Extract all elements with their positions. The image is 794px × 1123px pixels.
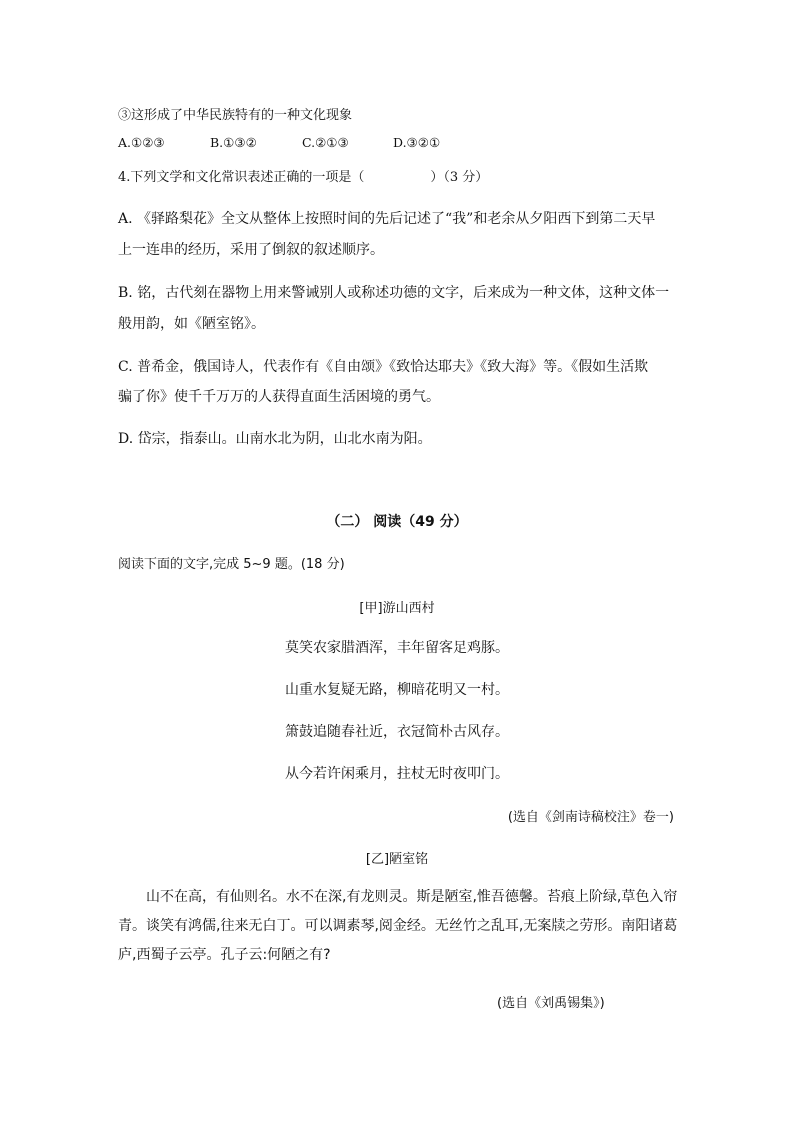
q4-option-a-line-1: A. 《驿路梨花》全文从整体上按照时间的先后记述了“我”和老余从夕阳西下到第二天早: [118, 211, 656, 227]
poem-source: (选自《剑南诗稿校注》卷一): [507, 810, 674, 825]
q4-option-c-line-1: C. 普希金，俄国诗人，代表作有《自由颂》《致恰达耶夫》《致大海》等。《假如生活欺: [118, 359, 649, 375]
essay-line-3: 庐,西蜀子云亭。孔子云:何陋之有?: [118, 947, 331, 963]
essay-source: (选自《刘禹锡集》): [497, 996, 605, 1011]
q4-option-a-line-2: 上一连串的经历，采用了倒叙的叙述顺序。: [118, 242, 384, 258]
essay-title: [乙]陋室铭: [365, 852, 429, 867]
poem-line: 从今若许闲乘月，拄杖无时夜叩门。: [285, 766, 509, 782]
poem-line: 箫鼓追随春社近，衣冠简朴古风存。: [285, 724, 509, 740]
q4-option-b-line-1: B. 铭，古代刻在器物上用来警诫别人或称述功德的文字，后来成为一种文体，这种文体一: [118, 285, 670, 301]
q4-option-c-line-2: 骗了你》使千千万万的人获得直面生活困境的勇气。: [118, 389, 440, 405]
poem-line: 山重水复疑无路，柳暗花明又一村。: [285, 682, 509, 698]
essay-line-2: 青。谈笑有鸿儒,往来无白丁。可以调素琴,阅金经。无丝竹之乱耳,无案牍之劳形。南阳诸葛: [118, 918, 678, 934]
section-heading: （二） 阅读（49 分）: [326, 514, 468, 530]
q4-option-b-line-2: 般用韵，如《陋室铭》。: [118, 316, 265, 332]
reading-instructions: 阅读下面的文字,完成 5~9 题。(18 分): [118, 557, 345, 572]
essay-line-1: 山不在高，有仙则名。水不在深,有龙则灵。斯是陋室,惟吾德馨。苔痕上阶绿,草色入帘: [146, 889, 678, 905]
q3-option-a: A.①②③: [118, 135, 165, 150]
q3-option-b: B.①③②: [210, 135, 257, 150]
poem-title: [甲]游山西村: [359, 601, 435, 616]
q4-option-d-line-1: D. 岱宗，指泰山。山南水北为阴，山北水南为阳。: [118, 431, 432, 447]
q4-stem-score: ）（3 分）: [430, 170, 489, 185]
q3-option-d: D.③②①: [393, 135, 441, 150]
q3-item-3: ③这形成了中华民族特有的一种文化现象: [118, 108, 353, 123]
poem-line: 莫笑农家腊酒浑，丰年留客足鸡豚。: [285, 640, 509, 656]
q4-stem-text: 4.下列文学和文化常识表述正确的一项是（: [118, 170, 365, 185]
q4-stem: [118, 166, 488, 185]
q3-option-c: C.②①③: [302, 135, 349, 150]
